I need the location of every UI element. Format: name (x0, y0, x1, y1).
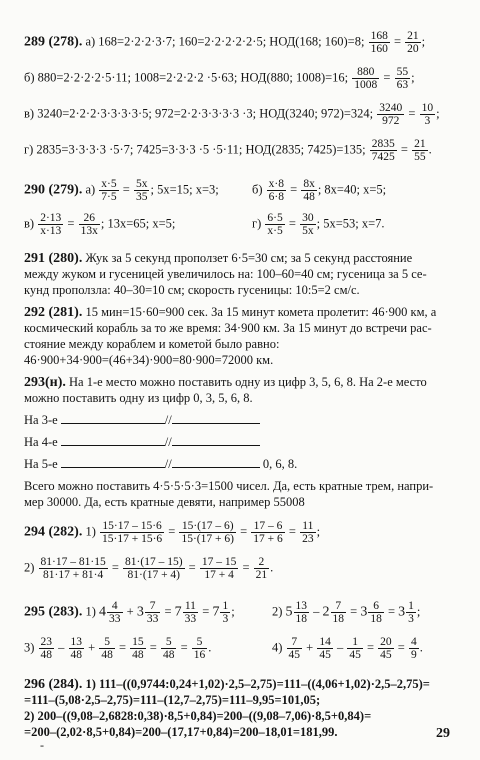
mixed-number: 7 $\frac{1}{3}$ (212, 600, 229, 625)
problem-292-line-3: стояние между кораблем и кометой было равно: (24, 337, 280, 351)
fraction: $\frac{x\cdot 8}{6\cdot 8}$ (268, 178, 284, 203)
problem-293-line-1: 293(н). На 1-е место можно поставить одну из цифр 3, 5, 6, 8. На 2-е место (24, 375, 427, 390)
fraction: $\frac{14}{45}$ (319, 636, 331, 661)
fraction: $\frac{13}{48}$ (70, 636, 83, 661)
fraction: $\frac{168}{160}$ (370, 30, 388, 55)
problem-296-line-1: 296 (284). 1) 111–((0,9744:0,24+1,02)·2,5–2,75)=111–((4,06+1,02)·2,5–2,75)= (24, 677, 430, 692)
problem-290-line-2: в) $\frac{2\cdot 13}{x\cdot 13}$ = $\frac{26}{13x}$ ; 13x=65; x=5; (24, 212, 176, 237)
fraction: $\frac{30}{5x}$ (302, 212, 314, 237)
problem-289-a-text: а) 168=2·2·2·3·7; 160=2·2·2·2·2·5; НОД(168; 160)=8; (85, 34, 365, 49)
fraction: $\frac{880}{1008}$ (354, 66, 378, 91)
problem-292-number: 292 (281). (24, 305, 83, 320)
fraction: $\frac{3240}{972}$ (379, 102, 403, 127)
problem-292-line-1: 292 (281). 15 мин=15·60=900 сек. За 15 минут комета пролетит: 46·900 км, а (24, 305, 437, 320)
problem-296-line-3: 2) 200–((9,08–2,6828:0,38)·8,5+0,84)=200–((9,08–7,06)·8,5+0,84)= (24, 709, 372, 723)
problem-293-number: 293(н). (24, 375, 66, 390)
problem-293-row-4: На 4-е // (24, 434, 260, 450)
problem-296-line-2: =111–(5,08·2,5–2,75)=111–(12,7–2,75)=111–9,95=101,05; (24, 693, 321, 707)
fraction: $\frac{26}{13x}$ (80, 212, 98, 237)
fraction: $\frac{5}{16}$ (193, 636, 206, 661)
mixed-number: 3 $\frac{6}{18}$ (360, 600, 382, 625)
problem-291-line-3: кунд проползла: 40–30=10 см; скорость гусеницы: 10:5=2 см/с. (24, 283, 360, 297)
margin-mark: - (40, 738, 44, 752)
mixed-number: 7 $\frac{11}{33}$ (174, 600, 197, 625)
problem-295-line-2: 2) 5 $\frac{13}{18}$ – 2 $\frac{7}{18}$ = 3 $\frac{6}{18}$ = 3 $\frac{1}{3}$ ; (272, 600, 421, 625)
problem-289-line-b: б) 880=2·2·2·2·5·11; 1008=2·2·2·2 ·5·63; НОД(880; 1008)=16; $\frac{880}{1008}$ = $\frac{55}{63}$ ; (24, 66, 415, 91)
problem-289-g-text: г) 2835=3·3·3·3 ·5·7; 7425=3·3·3 ·5 ·5·11; НОД(2835; 7425)=135; (24, 142, 366, 157)
problem-295-line-4: 4) $\frac{7}{45}$ + $\frac{14}{45}$ – $\frac{1}{45}$ = $\frac{20}{45}$ = $\frac{4}{9}$ . (272, 636, 423, 661)
problem-289-line-g: г) 2835=3·3·3·3 ·5·7; 7425=3·3·3 ·5 ·5·11; НОД(2835; 7425)=135; $\frac{2835}{7425}$ = $\frac{21}{55}$ . (24, 138, 432, 163)
problem-289-b-text: б) 880=2·2·2·2·5·11; 1008=2·2·2·2 ·5·63; НОД(880; 1008)=16; (24, 70, 349, 85)
problem-291-line-2: между жуком и гусеницей увеличилось на: 100–60=40 см; гусеница за 5 се- (24, 267, 427, 281)
problem-292-line-2: космический корабль за то же время: 34·900 км. За 15 минут до встречи рас- (24, 321, 432, 335)
fraction: $\frac{2\cdot 13}{x\cdot 13}$ (40, 212, 62, 237)
page-number: 29 (436, 726, 450, 741)
mixed-number: 3 $\frac{7}{33}$ (136, 600, 159, 625)
problem-289-line-a: 289 (278). а) 168=2·2·2·3·7; 160=2·2·2·2·2·5; НОД(168; 160)=8; $\frac{168}{160}$ = $\frac{21}{20}$ ; (24, 30, 426, 55)
problem-293-line-7: мер 30000. Да, есть кратные девяти, например 55008 (24, 495, 305, 509)
blank-line (61, 457, 165, 468)
fraction: $\frac{5}{48}$ (162, 636, 175, 661)
problem-296-number: 296 (284). (24, 677, 83, 692)
mixed-number: 2 $\frac{7}{18}$ (322, 600, 345, 625)
blank-line (172, 435, 260, 446)
problem-295-line-1: 295 (283). 1) 4 $\frac{4}{33}$ + 3 $\frac{7}{33}$ = 7 $\frac{11}{33}$ = 7 $\frac{1}{3}$ ; (24, 600, 235, 625)
fraction: $\frac{5x}{35}$ (135, 178, 148, 203)
problem-289-v-text: в) 3240=2·2·2·3·3·3·3·5; 972=2·2·3·3·3·3 ·3; НОД(3240; 972)=324; (24, 106, 374, 121)
problem-293-row-3: На 3-е // (24, 412, 260, 428)
fraction: $\frac{15\cdot 17 - 15\cdot 6}{15\cdot 17 + 15\cdot 6}$ (102, 520, 163, 545)
problem-294-line-2: 2) $\frac{81\cdot 17 - 81\cdot 15}{81\cdot 17 + 81\cdot 4}$ = $\frac{81\cdot(17 - 15)}{81\cdot(17 + 4)}$ = $\frac{17 - 15}{17 + 4}$ = $\frac{2}{21}$ . (24, 556, 274, 581)
problem-295-line-3: 3) $\frac{23}{48}$ – $\frac{13}{48}$ + $\frac{5}{48}$ = $\frac{15}{48}$ = $\frac{5}{48}$ = $\frac{5}{16}$ . (24, 636, 212, 661)
fraction: $\frac{23}{48}$ (40, 636, 53, 661)
problem-293-row-5: На 5-е // 0, 6, 8. (24, 457, 298, 471)
problem-293-line-6: Всего можно поставить 4·5·5·5·3=1500 чисел. Да, есть кратные трем, напри- (24, 479, 434, 493)
problem-294-number: 294 (282). (24, 524, 83, 540)
problem-290-line-1: 290 (279). а) $\frac{x\cdot 5}{7\cdot 5}$ = $\frac{5x}{35}$ ; 5x=15; x=3; (24, 178, 219, 203)
fraction: $\frac{11}{23}$ (302, 520, 314, 545)
fraction: $\frac{6\cdot 5}{x\cdot 5}$ (267, 212, 283, 237)
blank-line (61, 435, 165, 446)
mixed-number: 4 $\frac{4}{33}$ (99, 600, 121, 625)
fraction: $\frac{81\cdot(17 - 15)}{81\cdot(17 + 4)}$ (125, 556, 183, 581)
blank-line (172, 413, 260, 424)
fraction: $\frac{81\cdot 17 - 81\cdot 15}{81\cdot 17 + 81\cdot 4}$ (40, 556, 106, 581)
fraction: $\frac{2835}{7425}$ (371, 138, 395, 163)
problem-292-line-4: 46·900+34·900=(46+34)·900=80·900=72000 км. (24, 353, 274, 367)
problem-290-b: б) $\frac{x\cdot 8}{6\cdot 8}$ = $\frac{8x}{48}$ ; 8x=40; x=5; (252, 178, 387, 203)
fraction: $\frac{21}{55}$ (414, 138, 426, 163)
problem-295-number: 295 (283). (24, 604, 83, 620)
blank-line (172, 457, 260, 468)
problem-296-line-4: =200–(2,02·8,5+0,84)=200–(17,17+0,84)=200–18,01=181,99. (24, 725, 338, 739)
fraction: $\frac{55}{63}$ (396, 66, 409, 91)
fraction: $\frac{2}{21}$ (255, 556, 268, 581)
mixed-number: 3 $\frac{1}{3}$ (398, 600, 414, 625)
fraction: $\frac{17 - 6}{17 + 6}$ (253, 520, 283, 545)
fraction: $\frac{21}{20}$ (407, 30, 419, 55)
problem-289-line-v: в) 3240=2·2·2·3·3·3·3·5; 972=2·2·3·3·3·3 ·3; НОД(3240; 972)=324; $\frac{3240}{972}$ = $\frac{10}{3}$ ; (24, 102, 440, 127)
fraction: $\frac{17 - 15}{17 + 4}$ (201, 556, 237, 581)
fraction: $\frac{10}{3}$ (421, 102, 434, 127)
fraction: $\frac{x\cdot 5}{7\cdot 5}$ (101, 178, 117, 203)
problem-290-number: 290 (279). (24, 182, 83, 198)
problem-293-line-2: можно поставить одну из цифр 0, 3, 5, 6, 8. (24, 391, 253, 405)
blank-line (61, 413, 165, 424)
fraction: $\frac{8x}{48}$ (303, 178, 315, 203)
problem-291-number: 291 (280). (24, 251, 83, 266)
problem-294-line-1: 294 (282). 1) $\frac{15\cdot 17 - 15\cdot 6}{15\cdot 17 + 15\cdot 6}$ = $\frac{15\cdot(17 - 6)}{15\cdot(17 + 6)}$ = $\frac{17 - 6}{17 + 6}$ = $\frac{11}{23}$ ; (24, 520, 321, 545)
fraction: $\frac{20}{45}$ (380, 636, 392, 661)
fraction: $\frac{15}{48}$ (132, 636, 144, 661)
fraction: $\frac{7}{45}$ (288, 636, 301, 661)
problem-289-number: 289 (278). (24, 34, 83, 50)
fraction: $\frac{1}{45}$ (349, 636, 361, 661)
fraction: $\frac{15\cdot(17 - 6)}{15\cdot(17 + 6)}$ (181, 520, 234, 545)
problem-291-line-1: 291 (280). Жук за 5 секунд проползет 6·5=30 см; за 5 секунд расстояние (24, 251, 413, 266)
mixed-number: 5 $\frac{13}{18}$ (285, 600, 308, 625)
problem-290-g: г) $\frac{6\cdot 5}{x\cdot 5}$ = $\frac{30}{5x}$ ; 5x=53; x=7. (252, 212, 385, 237)
fraction: $\frac{5}{48}$ (101, 636, 113, 661)
fraction: $\frac{4}{9}$ (410, 636, 417, 661)
